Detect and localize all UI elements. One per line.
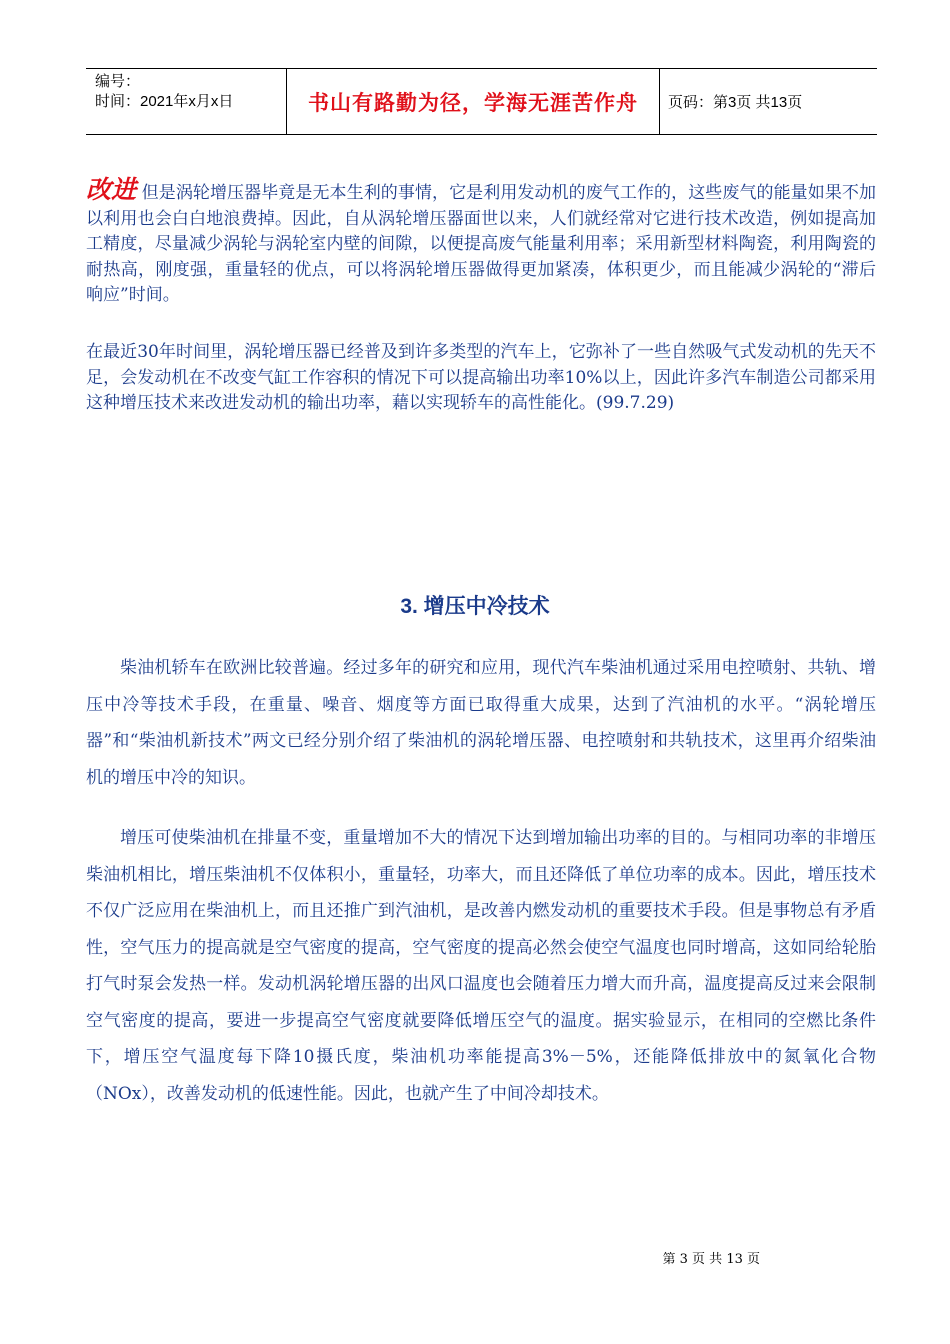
page-info: 页码：第3页 共13页	[668, 94, 803, 111]
page-header	[86, 68, 877, 135]
number-label: 编号：	[95, 73, 141, 90]
header-motto-cell	[287, 69, 660, 134]
intro-paragraph-1-text: 但是涡轮增压器毕竟是无本生利的事情，它是利用发动机的废气工作的，这些废气的能量如果不加以利用也会白白地浪费掉。因此，自从涡轮增压器面世以来，人们就经常对它进行技术改造，例如提高加工精度，尽量减少涡轮与涡轮室内壁的间隙，以便提高废气能量利用率；采用新型材料陶瓷，利用陶瓷的耐热高，刚度强，重量轻的优点，可以将涡轮增压器做得更加紧凑，体积更少，而且能减少涡轮的“滞后响应”时间。	[86, 183, 876, 305]
intro-paragraph-2: 在最近30年时间里，涡轮增压器已经普及到许多类型的汽车上，它弥补了一些自然吸气式发动机的先天不足，会发动机在不改变气缸工作容积的情况下可以提高输出功率10%以上，因此许多汽车制造公司都采用这种增压技术来改进发动机的输出功率，藉以实现轿车的高性能化。(99.7.29)	[86, 342, 876, 413]
section-title: 3. 增压中冷技术	[400, 595, 550, 618]
motto-text: 书山有路勤为径，学海无涯苦作舟	[308, 91, 638, 115]
section-paragraph-2: 增压可使柴油机在排量不变，重量增加不大的情况下达到增加输出功率的目的。与相同功率的非增压柴油机相比，增压柴油机不仅体积小，重量轻，功率大，而且还降低了单位功率的成本。因此，增压技术不仅广泛应用在柴油机上，而且还推广到汽油机，是改善内燃发动机的重要技术手段。但是事物总有矛盾性，空气压力的提高就是空气密度的提高，空气密度的提高必然会使空气温度也同时增高，这如同给轮胎打气时泵会发热一样。发动机涡轮增压器的出风口温度也会随着压力增大而升高，温度提高反过来会限制空气密度的提高，要进一步提高空气密度就要降低增压空气的温度。据实验显示，在相同的空燃比条件下，增压空气温度每下降10摄氏度，柴油机功率能提高3%－5%，还能降低排放中的氮氧化合物（NOx），改善发动机的低速性能。因此，也就产生了中间冷却技术。	[86, 828, 876, 1104]
header-meta-cell	[86, 69, 287, 134]
intro-paragraph-1	[86, 178, 876, 309]
header-page-cell	[660, 69, 877, 134]
time-label: 时间：2021年x月x日	[95, 93, 234, 110]
section-paragraph-1: 柴油机轿车在欧洲比较普遍。经过多年的研究和应用，现代汽车柴油机通过采用电控喷射、共轨、增压中冷等技术手段，在重量、噪音、烟度等方面已取得重大成果，达到了汽油机的水平。“涡轮增压器”和“柴油机新技术”两文已经分别介绍了柴油机的涡轮增压器、电控喷射和共轨技术，这里再介绍柴油机的增压中冷的知识。	[86, 658, 876, 788]
page-footer: 第 3 页 共 13 页	[662, 1252, 760, 1267]
lead-word: 改进	[86, 176, 137, 204]
